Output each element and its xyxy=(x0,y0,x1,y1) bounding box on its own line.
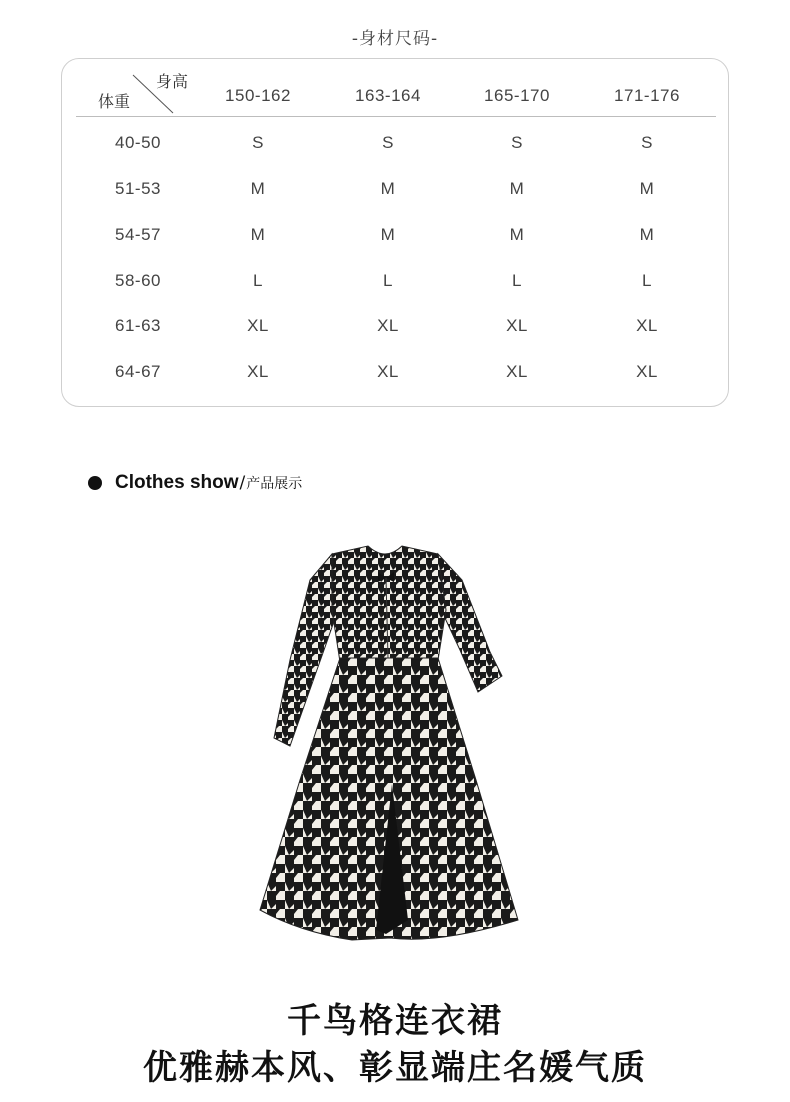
table-corner-header xyxy=(76,67,206,119)
bullet-dot-icon xyxy=(88,476,102,490)
weight-row-label: 64-67 xyxy=(115,362,161,381)
clothes-show-label-en: Clothes show xyxy=(115,472,239,493)
size-cell: XL xyxy=(506,362,528,381)
size-cell: XL xyxy=(506,316,528,335)
houndstooth-dress-photo xyxy=(240,540,550,960)
size-cell: M xyxy=(509,225,525,244)
height-column-header: 171-176 xyxy=(614,86,680,105)
size-chart-title: -身材尺码- xyxy=(351,29,439,49)
product-title: 千鸟格连衣裙 xyxy=(287,1001,503,1041)
weight-row-label: 51-53 xyxy=(115,179,161,198)
size-cell: M xyxy=(639,179,655,198)
size-cell: M xyxy=(639,225,655,244)
size-cell: L xyxy=(383,271,393,290)
height-column-header: 150-162 xyxy=(225,86,291,105)
height-header-label: 身高 xyxy=(156,72,189,91)
size-cell: S xyxy=(252,133,264,152)
clothes-show-label-cn: 产品展示 xyxy=(246,476,303,492)
clothes-show-heading xyxy=(88,472,302,494)
size-cell: M xyxy=(250,225,266,244)
size-cell: M xyxy=(509,179,525,198)
size-cell: XL xyxy=(377,316,399,335)
size-cell: S xyxy=(641,133,653,152)
weight-row-label: 61-63 xyxy=(115,316,161,335)
weight-row-label: 54-57 xyxy=(115,225,161,244)
size-cell: L xyxy=(512,271,522,290)
size-cell: XL xyxy=(247,316,269,335)
size-cell: L xyxy=(253,271,263,290)
size-cell: S xyxy=(382,133,394,152)
size-cell: XL xyxy=(636,316,658,335)
size-cell: L xyxy=(642,271,652,290)
header-divider xyxy=(76,116,716,117)
height-column-header: 163-164 xyxy=(355,86,421,105)
size-cell: XL xyxy=(377,362,399,381)
size-cell: XL xyxy=(247,362,269,381)
weight-row-label: 40-50 xyxy=(115,133,161,152)
weight-header-label: 体重 xyxy=(98,92,131,111)
size-cell: S xyxy=(511,133,523,152)
height-column-header: 165-170 xyxy=(484,86,550,105)
size-cell: M xyxy=(250,179,266,198)
corner-diagonal-line xyxy=(131,73,177,117)
size-cell: M xyxy=(380,225,396,244)
clothes-show-separator: / xyxy=(239,473,246,493)
size-cell: M xyxy=(380,179,396,198)
product-subtitle: 优雅赫本风、彰显端庄名媛气质 xyxy=(143,1048,647,1088)
size-chart-table xyxy=(61,58,729,407)
size-cell: XL xyxy=(636,362,658,381)
weight-row-label: 58-60 xyxy=(115,271,161,290)
